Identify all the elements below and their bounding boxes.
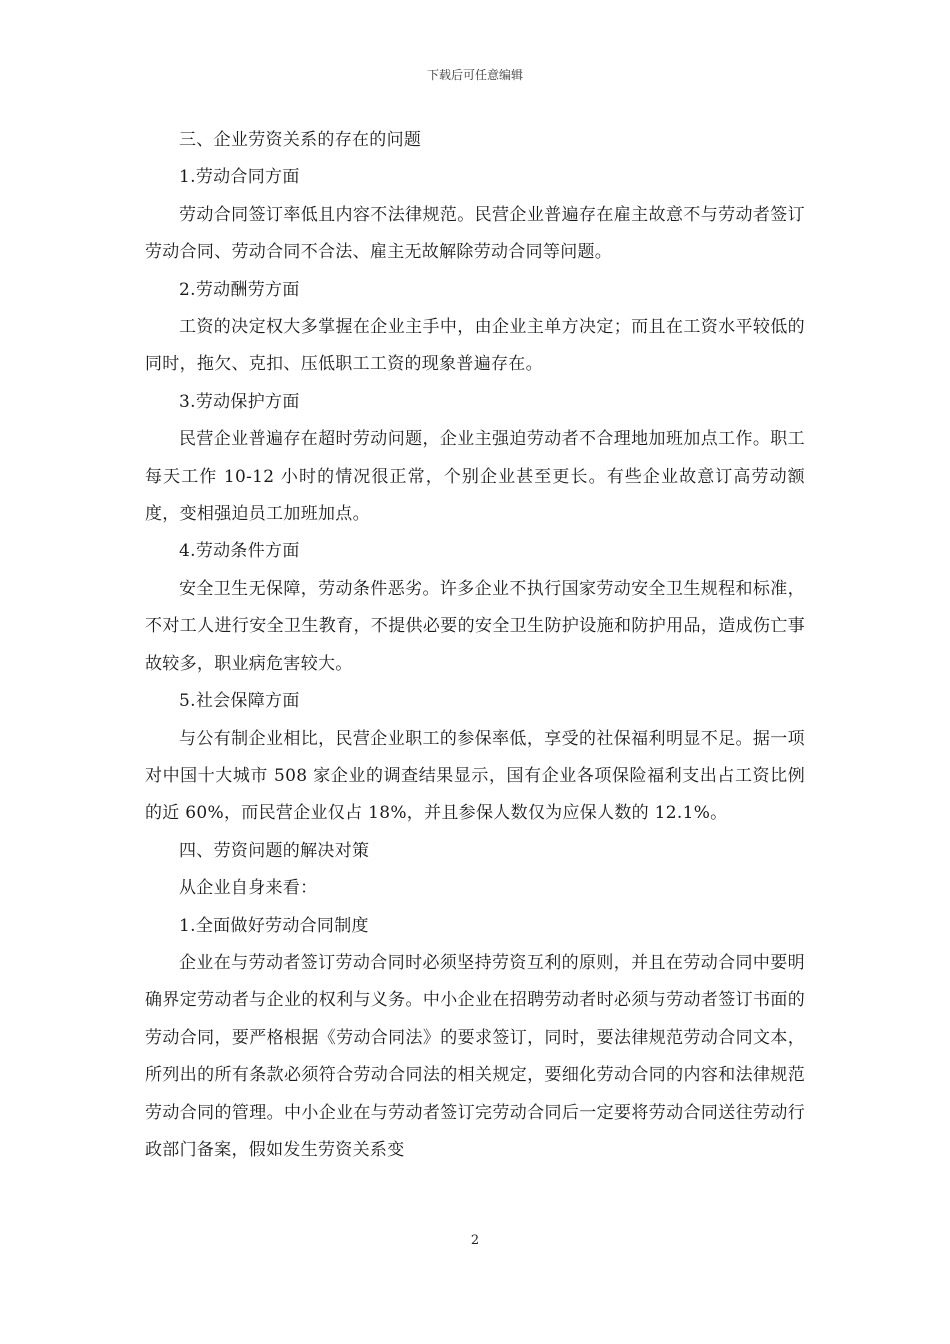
paragraph-enterprise-view: 从企业自身来看： — [179, 878, 318, 899]
subheading-contract-system: 1.全面做好劳动合同制度 — [179, 915, 369, 936]
subheading-social-security: 5.社会保障方面 — [179, 691, 300, 712]
paragraph-social-security: 与公有制企业相比，民营企业职工的参保率低，享受的社保福利明显不足。据一项对中国十大城市 508 家企业的调查结果显示，国有企业各项保险福利支出占工资比例的近 60%，而民营企业仅占 18%，并且参保人数仅为应保人数的 12.1%。 — [145, 728, 805, 824]
subheading-labor-contract: 1.劳动合同方面 — [179, 167, 300, 188]
subheading-labor-conditions: 4.劳动条件方面 — [179, 541, 300, 562]
section-heading-solutions: 四、劳资问题的解决对策 — [179, 840, 370, 861]
paragraph-contract-system: 企业在与劳动者签订劳动合同时必须坚持劳资互利的原则，并且在劳动合同中要明确界定劳动者与企业的权利与义务。中小企业在招聘劳动者时必须与劳动者签订书面的劳动合同，要严格根据《劳动合同法》的要求签订，同时，要法律规范劳动合同文本，所列出的所有条款必须符合劳动合同法的相关规定，要细化劳动合同的内容和法律规范劳动合同的管理。中小企业在与劳动者签订完劳动合同后一定要将劳动合同送往劳动行政部门备案，假如发生劳资关系变 — [145, 952, 805, 1160]
document-body — [145, 122, 805, 1169]
page-number: 2 — [470, 1233, 480, 1248]
paragraph-labor-pay: 工资的决定权大多掌握在企业主手中，由企业主单方决定；而且在工资水平较低的同时，拖欠、克扣、压低职工工资的现象普遍存在。 — [145, 317, 805, 375]
subheading-labor-pay: 2.劳动酬劳方面 — [179, 279, 300, 300]
section-heading-problems: 三、企业劳资关系的存在的问题 — [179, 130, 422, 150]
paragraph-labor-protection: 民营企业普遍存在超时劳动问题，企业主强迫劳动者不合理地加班加点工作。职工每天工作 10-12 小时的情况很正常，个别企业甚至更长。有些企业故意订高劳动额度，变相强迫员工加班加点。 — [145, 429, 805, 525]
subheading-labor-protection: 3.劳动保护方面 — [179, 391, 300, 412]
paragraph-labor-contract: 劳动合同签订率低且内容不法律规范。民营企业普遍存在雇主故意不与劳动者签订劳动合同、劳动合同不合法、雇主无故解除劳动合同等问题。 — [145, 204, 805, 263]
page-header: 下载后可任意编辑 — [426, 68, 523, 82]
paragraph-labor-conditions: 安全卫生无保障，劳动条件恶劣。许多企业不执行国家劳动安全卫生规程和标准，不对工人进行安全卫生教育，不提供必要的安全卫生防护设施和防护用品，造成伤亡事故较多，职业病危害较大。 — [145, 578, 805, 674]
